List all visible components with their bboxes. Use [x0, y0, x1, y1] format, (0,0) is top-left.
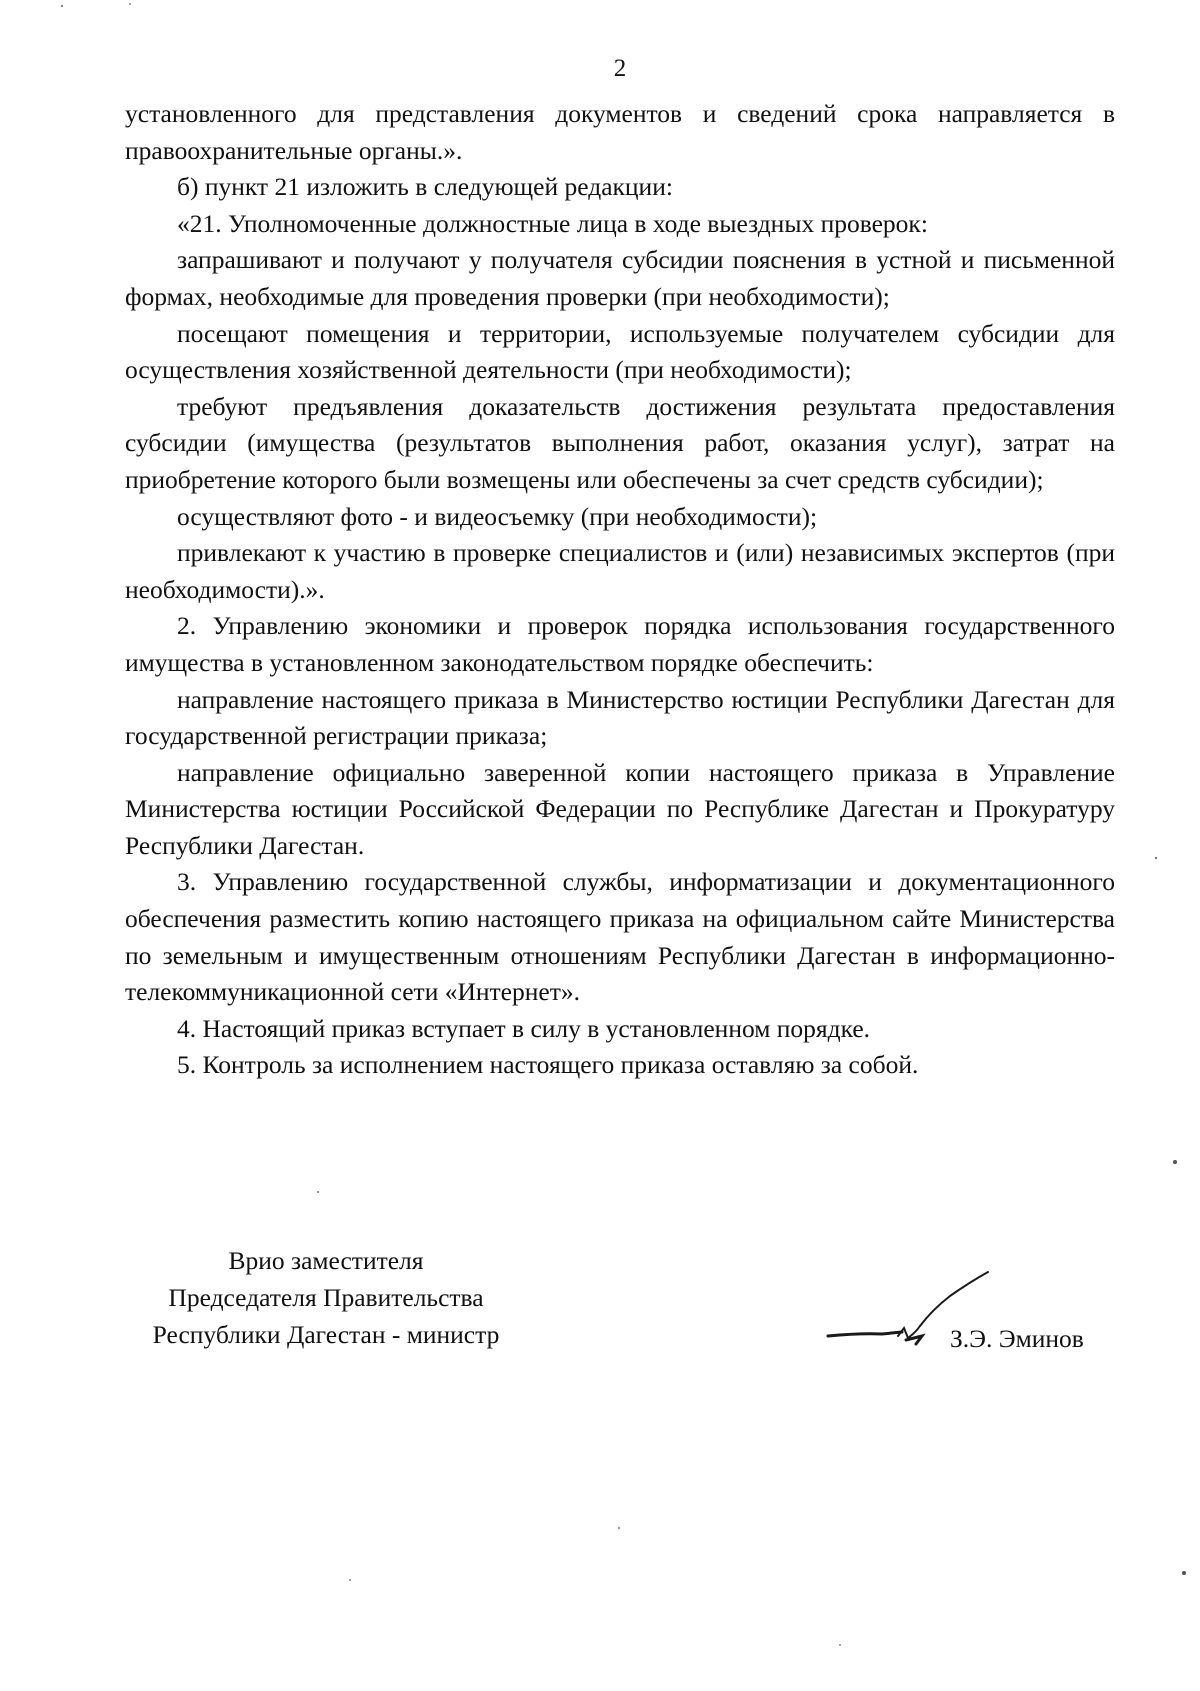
- paragraph-clause-21: «21. Уполномоченные должностные лица в ходе выездных проверок:: [177, 208, 928, 238]
- paragraph-send-ministry: направление настоящего приказа в Министерство юстиции Республики Дагестан для государственной регистрации приказа;: [125, 684, 1115, 751]
- signatory-title-line: Республики Дагестан - министр: [152, 1320, 500, 1349]
- paragraph-send-copy: направление официально заверенной копии настоящего приказа в Управление Министерства юстиции Российской Федерации по Республике Дагестан и Прокуратуру Республики Дагестан.: [125, 757, 1115, 860]
- paragraph-request-explanations: запрашивают и получают у получателя субсидии пояснения в устной и письменной формах, необходимые для проведения проверки (при необходимости);: [125, 245, 1115, 311]
- paragraph-item-4: 4. Настоящий приказ вступает в силу в установленном порядке.: [177, 1013, 871, 1043]
- paragraph-visit-premises: посещают помещения и территории, используемые получателем субсидии для осуществления хозяйственной деятельности (при необходимости);: [125, 318, 1115, 385]
- paragraph-photo-video: осуществляют фото - и видеосъемку (при необходимости);: [177, 501, 818, 531]
- signatory-title: [126, 1242, 526, 1353]
- paragraph-item-b: б) пункт 21 изложить в следующей редакции:: [177, 172, 673, 202]
- paragraph-item-2: 2. Управлению экономики и проверок порядка использования государственного имущества в установленном законодательством порядке обеспечить:: [125, 611, 1115, 677]
- paragraph-item-5: 5. Контроль за исполнением настоящего приказа оставляю за собой.: [177, 1050, 919, 1080]
- signatory-title-line: Председателя Правительства: [168, 1283, 484, 1312]
- signatory-name: З.Э. Эминов: [950, 1324, 1084, 1353]
- paragraph-require-evidence: требуют предъявления доказательств достижения результата предоставления субсидии (имущества (результатов выполнения работ, оказания услуг), затрат на приобретение которого были возмещены или обеспечены за счет средств субсидии);: [125, 391, 1115, 494]
- paragraph-item-3: 3. Управлению государственной службы, информатизации и документационного обеспечения разместить копию настоящего приказа на официальном сайте Министерства по земельным и имущественным отношениям Республики Дагестан в информационно-телекоммуникационной сети «Интернет».: [125, 867, 1115, 1007]
- signatory-title-line: Врио заместителя: [228, 1246, 424, 1275]
- page-number: 2: [613, 55, 627, 82]
- document-body: [125, 96, 1115, 1084]
- paragraph-continuation: установленного для представления документов и сведений срока направляется в правоохранительные органы.».: [125, 99, 1115, 165]
- paragraph-involve-experts: привлекают к участию в проверке специалистов и (или) независимых экспертов (при необходимости).».: [125, 538, 1115, 604]
